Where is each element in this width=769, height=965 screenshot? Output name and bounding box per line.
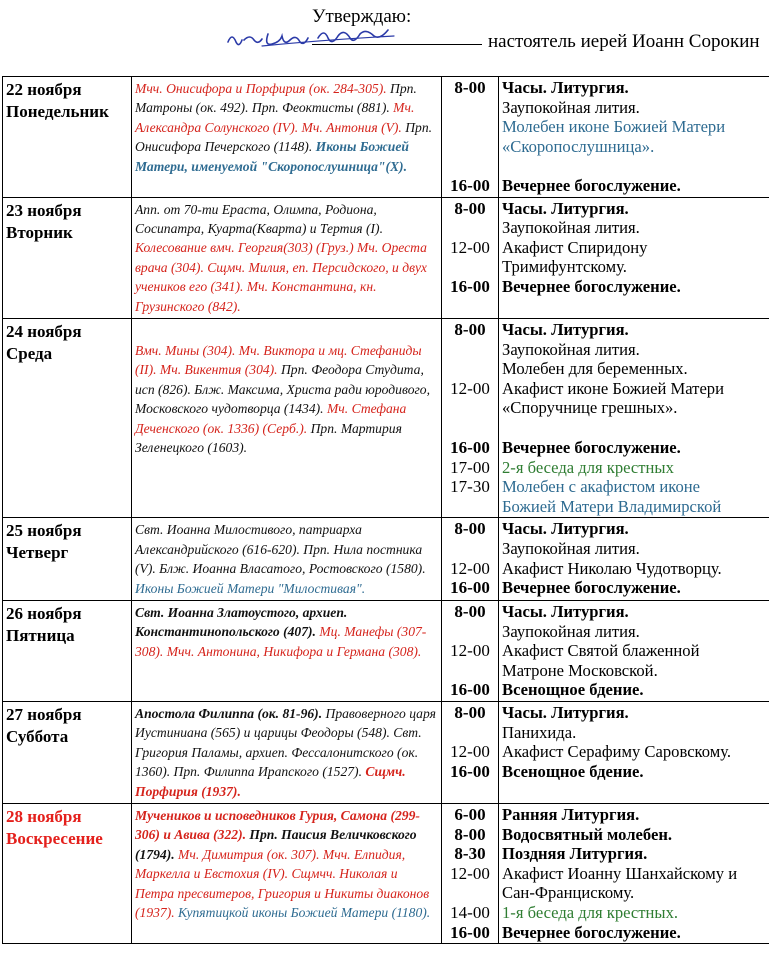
service-group (502, 176, 766, 196)
service-entry: 2-я беседа для крестных (502, 457, 674, 477)
saints-cell (132, 77, 442, 198)
service-time: 16-00 (450, 761, 490, 781)
day-weekday: Среда (6, 344, 53, 363)
day-date: 25 ноября (6, 521, 82, 541)
service-time: 12-00 (450, 558, 490, 578)
service-entry: Заупокойная лития. (502, 97, 640, 117)
service-time: 12-00 (450, 378, 490, 398)
approval-label: Утверждаю: (312, 6, 412, 27)
service-group (502, 641, 766, 680)
service-time: 16-00 (450, 922, 490, 942)
document-header (0, 0, 769, 70)
saint-commemoration: Мч. Константина, кн. Грузинского (842). (135, 279, 377, 314)
service-group (502, 438, 766, 458)
service-entry: Акафист иконе Божией Матери (502, 378, 724, 398)
service-time: 16-00 (450, 276, 490, 296)
service-group (502, 742, 766, 762)
service-entry: Ранняя Литургия. (502, 804, 640, 824)
saint-commemoration: Мч. Александра Солунского (IV). (135, 100, 415, 135)
day-date: 28 ноября (6, 806, 82, 826)
time-cell (442, 77, 499, 198)
saint-commemoration: Сщмч. Порфирия (1937). (135, 764, 406, 799)
service-group (502, 458, 766, 478)
service-group (502, 825, 766, 845)
day-date: 22 ноября (6, 80, 82, 99)
service-group (502, 923, 766, 943)
services-cell (499, 803, 769, 943)
day-weekday: Воскресение (6, 828, 103, 848)
service-group (502, 238, 766, 277)
saint-commemoration: Мч. Ореста врача (304). Сщмч. Милия, еп. Персидского, и двух учеников его (341). (135, 240, 427, 295)
service-entry: Божией Матери Владимирской (502, 496, 722, 516)
service-group (502, 805, 766, 825)
service-entry: Часы. Литургия. (502, 601, 629, 621)
day-date: 24 ноября (6, 322, 82, 341)
service-group (502, 156, 766, 176)
service-entry (502, 156, 766, 176)
service-group (502, 199, 766, 238)
service-group (502, 864, 766, 903)
service-time: 8-30 (454, 844, 486, 864)
service-time: 12-00 (450, 641, 490, 661)
schedule-row (3, 77, 769, 198)
day-cell (3, 600, 132, 701)
service-time: 17-30 (450, 477, 490, 497)
day-weekday: Суббота (6, 726, 69, 746)
service-entry: Водосвятный молебен. (502, 824, 673, 844)
saint-commemoration: Прп. Феодора Студита, исп (826). Блж. Максима, Христа ради юродивого, Московского чудотворца (1434). (135, 362, 430, 417)
service-entry: Вечернее богослужение. (502, 437, 681, 457)
handwritten-signature (222, 20, 402, 56)
saint-commemoration: Прп. Онисифора Печерского (1148). (135, 119, 433, 155)
service-time: 16-00 (450, 680, 490, 700)
service-group (502, 519, 766, 558)
service-entry: Поздняя Литургия. (502, 844, 648, 864)
service-entry: Часы. Литургия. (502, 702, 629, 722)
service-entry: Вечернее богослужение. (502, 578, 681, 598)
service-entry: «Споручнице грешных». (502, 398, 678, 418)
service-entry: Заупокойная лития. (502, 339, 640, 359)
time-cell (442, 600, 499, 701)
service-time: 8-00 (454, 78, 486, 97)
saints-cell (132, 197, 442, 318)
saint-commemoration: Прп. Мартирия Зеленецкого (1603). (135, 420, 402, 456)
service-time: 12-00 (450, 863, 490, 883)
service-time: 8-00 (454, 824, 486, 844)
service-entry: Всенощное бдение. (502, 761, 644, 781)
saint-commemoration: Мц. Манефы (307-308). Мчч. Антонина, Никифора и Германа (308). (135, 624, 427, 659)
saint-commemoration: Мчч. Онисифора и Порфирия (ок. 284-305). (135, 81, 387, 96)
services-cell (499, 319, 769, 518)
service-time (442, 156, 498, 176)
saints-text (135, 200, 438, 316)
schedule-row (3, 803, 769, 943)
saints-text (135, 79, 438, 176)
service-group (502, 477, 766, 516)
service-entry: Вечернее богослужение. (502, 276, 681, 296)
day-cell (3, 197, 132, 318)
day-weekday: Четверг (6, 543, 69, 563)
saints-text (135, 321, 438, 457)
signature-line (312, 44, 482, 45)
service-group (502, 559, 766, 579)
day-weekday: Пятница (6, 625, 75, 645)
service-group (502, 903, 766, 923)
service-time: 17-00 (450, 457, 490, 477)
services-cell (499, 600, 769, 701)
service-entry: Сан-Францискому. (502, 883, 635, 903)
service-group (502, 844, 766, 864)
time-cell (442, 319, 499, 518)
schedule-table (2, 76, 769, 944)
service-entry: Молебен для беременных. (502, 359, 688, 379)
service-entry: Вечернее богослужение. (502, 922, 681, 942)
service-group (502, 762, 766, 782)
services-cell (499, 77, 769, 198)
service-time: 16-00 (450, 437, 490, 457)
rector-name: настоятель иерей Иоанн Сорокин (488, 31, 760, 52)
saints-text (135, 603, 438, 661)
saint-commemoration: Мч. Антония (V). (298, 119, 402, 135)
day-date: 23 ноября (6, 200, 82, 220)
services-cell (499, 701, 769, 803)
saint-commemoration: Мч. Стефана Деченского (ок. 1336) (Серб.). (135, 401, 407, 436)
saints-cell (132, 518, 442, 601)
service-group (502, 277, 766, 297)
day-cell (3, 77, 132, 198)
service-entry: 1-я беседа для крестных. (502, 902, 679, 922)
saint-commemoration: Свт. Иоанна Златоустого, архиеп. Константинопольского (407). (135, 604, 348, 640)
saints-cell (132, 701, 442, 803)
service-entry: Заупокойная лития. (502, 621, 640, 641)
day-date: 27 ноября (6, 704, 82, 724)
service-group (502, 78, 766, 156)
service-time: 16-00 (450, 175, 490, 195)
day-weekday: Понедельник (6, 102, 109, 121)
service-entry: Панихида. (502, 722, 577, 742)
saints-cell (132, 803, 442, 943)
saints-text (135, 520, 438, 598)
service-entry: Часы. Литургия. (502, 198, 629, 218)
service-entry: Акафист Серафиму Саровскому. (502, 742, 732, 762)
day-cell (3, 803, 132, 943)
time-cell (442, 701, 499, 803)
day-cell (3, 319, 132, 518)
service-entry: Всенощное бдение. (502, 680, 644, 700)
saint-commemoration: Вмч. Мины (304). Мч. Виктора и мц. Стефаниды (II). Мч. Викентия (304). (135, 343, 422, 378)
saint-commemoration: Прп. Паисия Величковского (1794). (135, 827, 417, 862)
service-group (502, 703, 766, 742)
saint-commemoration: Мч. Димитрия (ок. 307). Мчч. Елпидия, Маркелла и Евстохия (IV). Сщмчч. Николая и Петра пресвитеров, Григория и Никиты диаконов (1937). (135, 846, 430, 920)
saint-commemoration: Прп. Матроны (ок. 492). Прп. Феоктисты (881). (135, 81, 417, 116)
day-weekday: Вторник (6, 222, 73, 242)
time-cell (442, 803, 499, 943)
service-entry: «Скоропослушница». (502, 136, 655, 156)
saint-commemoration: Свт. Иоанна Милостивого, патриарха Александрийского (616-620). Прп. Нила постника (V). Блж. Иоанна Власатого, Ростовского (1580). (135, 522, 426, 577)
service-group (502, 320, 766, 379)
saints-text (135, 704, 438, 801)
saint-commemoration: Колесование вмч. Георгия(303) (Груз.) (135, 240, 354, 256)
service-entry: Молебен иконе Божией Матери (502, 117, 726, 137)
time-cell (442, 518, 499, 601)
service-group (502, 680, 766, 700)
service-group (502, 602, 766, 641)
time-cell (442, 197, 499, 318)
service-time: 8-00 (454, 320, 486, 339)
saint-commemoration: Апостола Филиппа (ок. 81-96). (135, 705, 323, 721)
day-cell (3, 518, 132, 601)
day-cell (3, 701, 132, 803)
service-entry: Молебен с акафистом иконе (502, 477, 701, 497)
service-time: 12-00 (450, 742, 490, 762)
service-time: 8-00 (454, 601, 486, 621)
day-date: 26 ноября (6, 603, 82, 623)
schedule-row (3, 600, 769, 701)
services-cell (499, 518, 769, 601)
service-entry: Часы. Литургия. (502, 519, 629, 539)
schedule-row (3, 319, 769, 518)
service-entry: Акафист Спиридону (502, 237, 648, 257)
service-entry: Заупокойная лития. (502, 218, 640, 238)
service-entry: Вечернее богослужение. (502, 175, 681, 195)
saints-cell (132, 319, 442, 518)
service-entry: Матроне Московской. (502, 660, 658, 680)
service-time: 14-00 (450, 902, 490, 922)
service-time: 6-00 (454, 804, 486, 824)
schedule-row (3, 701, 769, 803)
saint-commemoration: Иконы Божией Матери, именуемой "Скоропослушница"(X). (135, 139, 409, 174)
saint-commemoration: Купятицкой иконы Божией Матери (1180). (174, 905, 431, 920)
service-time: 8-00 (454, 519, 486, 539)
service-time: 16-00 (450, 578, 490, 598)
service-time: 12-00 (450, 237, 490, 257)
service-entry: Часы. Литургия. (502, 78, 629, 97)
service-entry: Акафист Николаю Чудотворцу. (502, 558, 722, 578)
saint-commemoration: Апп. от 70-ти Ераста, Олимпа, Родиона, Сосипатра, Куарта(Кварта) и Тертия (I). (135, 201, 383, 236)
service-entry: Акафист Святой блаженной (502, 641, 700, 661)
schedule-row (3, 197, 769, 318)
service-group (502, 379, 766, 418)
services-cell (499, 197, 769, 318)
saints-cell (132, 600, 442, 701)
service-entry: Тримифунтскому. (502, 257, 627, 277)
service-entry: Акафист Иоанну Шанхайскому и (502, 863, 738, 883)
service-group (502, 578, 766, 598)
saint-commemoration: Иконы Божией Матери "Милостивая". (135, 580, 366, 596)
service-time: 8-00 (454, 702, 486, 722)
service-entry: Заупокойная лития. (502, 538, 640, 558)
saint-commemoration: Правоверного царя Иустиниана (565) и царицы Феодоры (548). Свт. Григория Паламы, архиеп. Фессалонитского (ок. 1360). Прп. Филиппа Ирапского (1527). (135, 705, 436, 780)
schedule-row (3, 518, 769, 601)
saints-text (135, 806, 438, 922)
saint-commemoration: Мучеников и исповедников Гурия, Самона (299-306) и Авива (322). (135, 807, 420, 843)
service-time: 8-00 (454, 198, 486, 218)
service-entry: Часы. Литургия. (502, 320, 629, 339)
